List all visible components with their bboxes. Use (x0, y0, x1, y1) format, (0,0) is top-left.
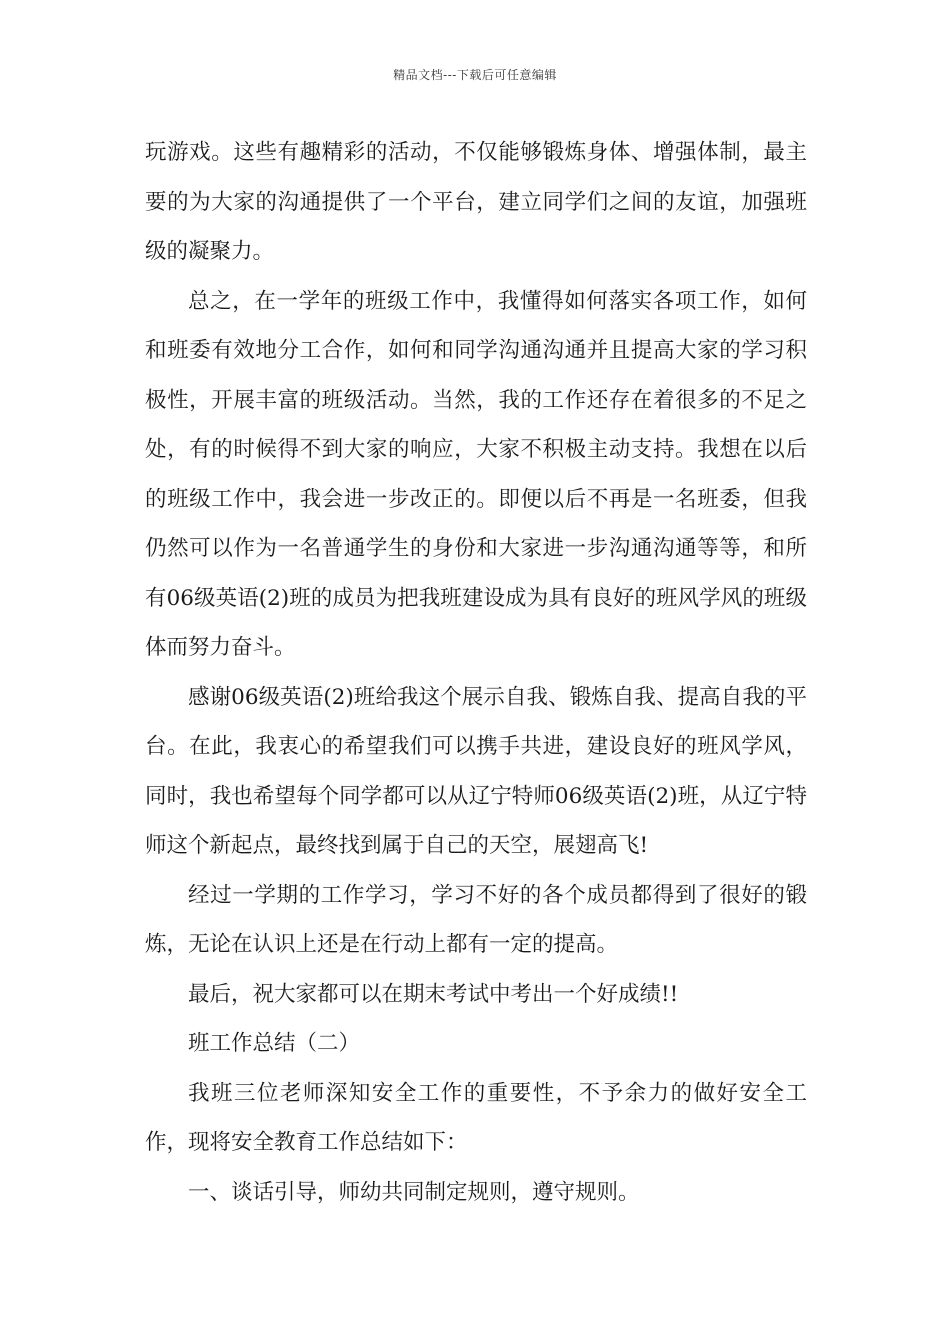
document-body (145, 128, 807, 1217)
paragraph-safety-item-1: 一、谈话引导，师幼共同制定规则，遵守规则。 (188, 1179, 640, 1205)
page-header: 精品文档---下载后可任意编辑 (393, 68, 557, 82)
paragraph-thanks: 感谢06级英语(2)班给我这个展示自我、锻炼自我、提高自我的平台。在此，我衷心的希望我们可以携手共进，建设良好的班风学风，同时，我也希望每个同学都可以从辽宁特师06级英语(2)班，从辽宁特师这个新起点，最终找到属于自己的天空，展翅高飞! (145, 684, 807, 858)
paragraph-continuation: 玩游戏。这些有趣精彩的活动，不仅能够锻炼身体、增强体制，最主要的为大家的沟通提供了一个平台，建立同学们之间的友谊，加强班级的凝聚力。 (145, 140, 807, 264)
paragraph-summary: 总之，在一学年的班级工作中，我懂得如何落实各项工作，如何和班委有效地分工合作，如何和同学沟通沟通并且提高大家的学习积极性，开展丰富的班级活动。当然，我的工作还存在着很多的不足之处，有的时候得不到大家的响应，大家不积极主动支持。我想在以后的班级工作中，我会进一步改正的。即便以后不再是一名班委，但我仍然可以作为一名普通学生的身份和大家进一步沟通沟通等等，和所有06级英语(2)班的成员为把我班建设成为具有良好的班风学风的班级体而努力奋斗。 (145, 288, 807, 660)
paragraph-safety-intro: 我班三位老师深知安全工作的重要性，不予余力的做好安全工作，现将安全教育工作总结如下： (145, 1080, 807, 1155)
paragraph-semester-review: 经过一学期的工作学习，学习不好的各个成员都得到了很好的锻炼，无论在认识上还是在行动上都有一定的提高。 (145, 882, 807, 957)
paragraph-closing-wish: 最后，祝大家都可以在期末考试中考出一个好成绩!! (188, 981, 679, 1007)
section-title: 班工作总结（二） (188, 1031, 361, 1056)
